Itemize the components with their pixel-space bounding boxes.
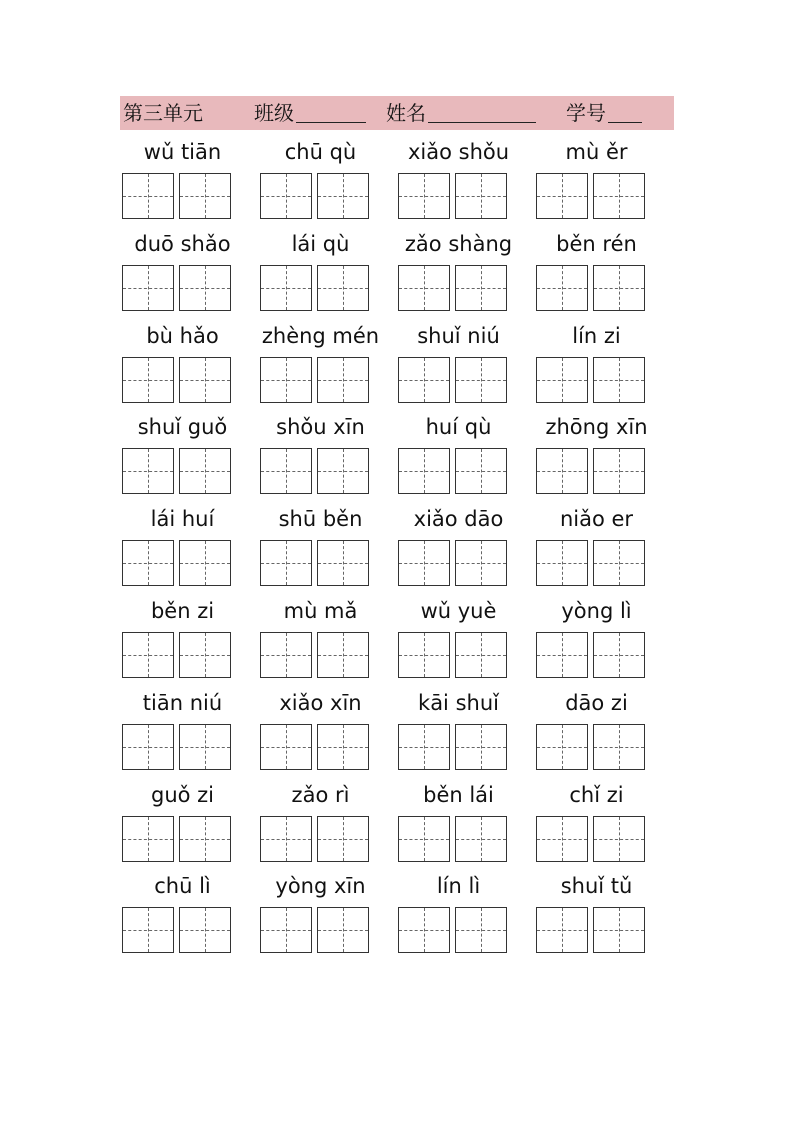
tianzige-box[interactable]: [260, 173, 312, 219]
word-item: [258, 778, 383, 870]
exercise-row: [120, 410, 680, 502]
pinyin-label: běn rén: [556, 231, 637, 256]
guide-line-horizontal: [261, 196, 311, 197]
character-boxes: [398, 540, 510, 586]
tianzige-box[interactable]: [122, 448, 174, 494]
guide-line-horizontal: [399, 655, 449, 656]
character-boxes: [398, 816, 510, 862]
guide-line-horizontal: [594, 655, 644, 656]
tianzige-box[interactable]: [536, 265, 588, 311]
character-boxes: [260, 632, 372, 678]
pinyin-label: wǔ tiān: [143, 140, 222, 164]
tianzige-box[interactable]: [536, 632, 588, 678]
tianzige-box[interactable]: [593, 173, 645, 219]
guide-line-horizontal: [318, 747, 368, 748]
pinyin-label: bù hǎo: [146, 323, 219, 348]
pinyin-label: zhèng mén: [261, 323, 380, 348]
pinyin-label: yòng lì: [561, 598, 632, 623]
guide-line-horizontal: [594, 747, 644, 748]
guide-line-horizontal: [180, 471, 230, 472]
worksheet-header: [120, 96, 674, 130]
word-item: [258, 502, 383, 594]
guide-line-horizontal: [399, 747, 449, 748]
tianzige-box[interactable]: [593, 816, 645, 862]
tianzige-box[interactable]: [317, 448, 369, 494]
tianzige-box[interactable]: [122, 724, 174, 770]
guide-line-horizontal: [399, 380, 449, 381]
tianzige-box[interactable]: [122, 816, 174, 862]
tianzige-box[interactable]: [398, 816, 450, 862]
tianzige-box[interactable]: [398, 173, 450, 219]
pinyin-label: chǐ zi: [569, 782, 624, 807]
pinyin-label: shuǐ guǒ: [137, 415, 228, 440]
pinyin-label: duō shǎo: [134, 231, 231, 256]
tianzige-box[interactable]: [179, 357, 231, 403]
pinyin-label: běn zi: [150, 598, 215, 623]
name-field: [386, 96, 536, 130]
guide-line-horizontal: [123, 930, 173, 931]
number-blank[interactable]: [608, 100, 642, 123]
character-boxes: [122, 357, 234, 403]
word-item: [396, 319, 521, 411]
guide-line-horizontal: [180, 563, 230, 564]
guide-line-horizontal: [456, 563, 506, 564]
guide-line-horizontal: [456, 747, 506, 748]
tianzige-box[interactable]: [455, 907, 507, 953]
guide-line-horizontal: [399, 196, 449, 197]
tianzige-box[interactable]: [455, 632, 507, 678]
tianzige-box[interactable]: [179, 632, 231, 678]
character-boxes: [260, 540, 372, 586]
guide-line-horizontal: [594, 196, 644, 197]
pinyin-label: zǎo shàng: [404, 231, 513, 256]
word-item: [396, 502, 521, 594]
character-boxes: [260, 816, 372, 862]
tianzige-box[interactable]: [536, 816, 588, 862]
guide-line-horizontal: [594, 471, 644, 472]
character-boxes: [122, 540, 234, 586]
character-boxes: [536, 265, 648, 311]
guide-line-horizontal: [180, 196, 230, 197]
word-item: [534, 410, 659, 502]
tianzige-box[interactable]: [455, 540, 507, 586]
tianzige-box[interactable]: [260, 448, 312, 494]
tianzige-box[interactable]: [122, 357, 174, 403]
tianzige-box[interactable]: [455, 357, 507, 403]
exercise-row: [120, 227, 680, 319]
guide-line-horizontal: [180, 288, 230, 289]
pinyin-label: xiǎo xīn: [279, 690, 362, 715]
word-item: [396, 869, 521, 961]
pinyin-label: niǎo er: [559, 507, 634, 532]
word-item: [534, 502, 659, 594]
guide-line-horizontal: [537, 839, 587, 840]
word-item: [534, 686, 659, 778]
guide-line-horizontal: [261, 380, 311, 381]
character-boxes: [398, 173, 510, 219]
pinyin-label: zhōng xīn: [545, 415, 648, 440]
guide-line-horizontal: [123, 288, 173, 289]
tianzige-box[interactable]: [593, 357, 645, 403]
guide-line-horizontal: [318, 471, 368, 472]
guide-line-horizontal: [261, 563, 311, 564]
character-boxes: [122, 816, 234, 862]
word-item: [534, 869, 659, 961]
tianzige-box[interactable]: [455, 448, 507, 494]
guide-line-horizontal: [594, 288, 644, 289]
tianzige-box[interactable]: [317, 632, 369, 678]
character-boxes: [398, 357, 510, 403]
word-item: [120, 319, 245, 411]
number-field: [566, 96, 642, 130]
guide-line-horizontal: [399, 471, 449, 472]
pinyin-label: huí qù: [425, 415, 492, 440]
character-boxes: [260, 724, 372, 770]
word-item: [396, 594, 521, 686]
character-boxes: [398, 632, 510, 678]
tianzige-box[interactable]: [260, 816, 312, 862]
tianzige-box[interactable]: [593, 724, 645, 770]
word-item: [534, 778, 659, 870]
character-boxes: [260, 357, 372, 403]
tianzige-box[interactable]: [122, 173, 174, 219]
character-boxes: [398, 724, 510, 770]
guide-line-horizontal: [456, 839, 506, 840]
guide-line-horizontal: [537, 930, 587, 931]
number-label: 学号: [566, 101, 606, 125]
exercise-row: [120, 869, 680, 961]
tianzige-box[interactable]: [317, 540, 369, 586]
pinyin-label: xiǎo dāo: [413, 507, 504, 532]
word-item: [120, 778, 245, 870]
guide-line-horizontal: [261, 655, 311, 656]
guide-line-horizontal: [594, 563, 644, 564]
word-item: [258, 594, 383, 686]
exercise-row: [120, 502, 680, 594]
pinyin-label: dāo zi: [565, 690, 628, 715]
tianzige-box[interactable]: [593, 265, 645, 311]
tianzige-box[interactable]: [455, 265, 507, 311]
tianzige-box[interactable]: [179, 540, 231, 586]
tianzige-box[interactable]: [122, 540, 174, 586]
pinyin-label: shū běn: [278, 507, 363, 532]
word-item: [534, 319, 659, 411]
guide-line-horizontal: [456, 471, 506, 472]
name-blank[interactable]: [428, 100, 536, 123]
tianzige-box[interactable]: [317, 357, 369, 403]
pinyin-label: zǎo rì: [291, 782, 350, 807]
tianzige-box[interactable]: [398, 448, 450, 494]
character-boxes: [122, 724, 234, 770]
pinyin-label: chū lì: [154, 874, 211, 899]
character-boxes: [398, 907, 510, 953]
guide-line-horizontal: [456, 288, 506, 289]
word-item: [120, 227, 245, 319]
word-item: [120, 594, 245, 686]
tianzige-box[interactable]: [398, 632, 450, 678]
guide-line-horizontal: [456, 930, 506, 931]
exercise-row: [120, 135, 680, 227]
guide-line-horizontal: [180, 380, 230, 381]
pinyin-label: shǒu xīn: [276, 415, 365, 440]
character-boxes: [536, 448, 648, 494]
character-boxes: [536, 816, 648, 862]
pinyin-label: xiǎo shǒu: [407, 140, 510, 164]
character-boxes: [260, 173, 372, 219]
tianzige-box[interactable]: [398, 907, 450, 953]
character-boxes: [260, 265, 372, 311]
guide-line-horizontal: [537, 563, 587, 564]
pinyin-label: kāi shuǐ: [418, 690, 499, 715]
word-item: [258, 869, 383, 961]
guide-line-horizontal: [180, 655, 230, 656]
guide-line-horizontal: [537, 747, 587, 748]
word-item: [258, 686, 383, 778]
guide-line-horizontal: [123, 839, 173, 840]
guide-line-horizontal: [318, 930, 368, 931]
character-boxes: [536, 907, 648, 953]
guide-line-horizontal: [123, 563, 173, 564]
tianzige-box[interactable]: [317, 907, 369, 953]
guide-line-horizontal: [123, 655, 173, 656]
character-boxes: [536, 173, 648, 219]
tianzige-box[interactable]: [260, 724, 312, 770]
word-item: [258, 410, 383, 502]
guide-line-horizontal: [318, 839, 368, 840]
pinyin-label: lái qù: [291, 231, 350, 256]
guide-line-horizontal: [537, 471, 587, 472]
tianzige-box[interactable]: [536, 357, 588, 403]
character-boxes: [122, 632, 234, 678]
tianzige-box[interactable]: [260, 265, 312, 311]
word-item: [396, 686, 521, 778]
character-boxes: [122, 907, 234, 953]
character-boxes: [398, 448, 510, 494]
pinyin-label: mù ěr: [565, 140, 628, 164]
guide-line-horizontal: [399, 839, 449, 840]
guide-line-horizontal: [123, 471, 173, 472]
guide-line-horizontal: [456, 380, 506, 381]
tianzige-box[interactable]: [260, 632, 312, 678]
guide-line-horizontal: [594, 839, 644, 840]
word-item: [120, 502, 245, 594]
exercise-row: [120, 319, 680, 411]
character-boxes: [122, 173, 234, 219]
tianzige-box[interactable]: [179, 173, 231, 219]
guide-line-horizontal: [537, 655, 587, 656]
pinyin-exercise-grid: [120, 135, 680, 961]
tianzige-box[interactable]: [398, 265, 450, 311]
character-boxes: [536, 724, 648, 770]
guide-line-horizontal: [399, 563, 449, 564]
character-boxes: [260, 448, 372, 494]
pinyin-label: shuǐ tǔ: [560, 874, 633, 899]
guide-line-horizontal: [318, 288, 368, 289]
tianzige-box[interactable]: [398, 357, 450, 403]
guide-line-horizontal: [318, 563, 368, 564]
pinyin-label: běn lái: [423, 782, 494, 807]
tianzige-box[interactable]: [260, 357, 312, 403]
tianzige-box[interactable]: [593, 907, 645, 953]
tianzige-box[interactable]: [398, 540, 450, 586]
guide-line-horizontal: [594, 380, 644, 381]
guide-line-horizontal: [180, 747, 230, 748]
word-item: [258, 135, 383, 227]
exercise-row: [120, 778, 680, 870]
guide-line-horizontal: [537, 380, 587, 381]
guide-line-horizontal: [318, 655, 368, 656]
word-item: [120, 135, 245, 227]
guide-line-horizontal: [261, 839, 311, 840]
tianzige-box[interactable]: [317, 265, 369, 311]
pinyin-label: lín lì: [436, 874, 481, 899]
word-item: [120, 410, 245, 502]
pinyin-label: tiān niú: [142, 690, 223, 715]
word-item: [396, 778, 521, 870]
guide-line-horizontal: [123, 196, 173, 197]
class-blank[interactable]: [296, 100, 366, 123]
tianzige-box[interactable]: [536, 173, 588, 219]
guide-line-horizontal: [399, 288, 449, 289]
pinyin-label: wǔ yuè: [420, 598, 497, 623]
word-item: [534, 227, 659, 319]
word-item: [120, 686, 245, 778]
tianzige-box[interactable]: [593, 448, 645, 494]
tianzige-box[interactable]: [593, 632, 645, 678]
unit-title: 第三单元: [123, 101, 203, 125]
character-boxes: [536, 357, 648, 403]
pinyin-label: lín zi: [572, 323, 621, 348]
name-label: 姓名: [386, 101, 426, 125]
character-boxes: [398, 265, 510, 311]
tianzige-box[interactable]: [536, 448, 588, 494]
guide-line-horizontal: [318, 380, 368, 381]
tianzige-box[interactable]: [317, 724, 369, 770]
tianzige-box[interactable]: [455, 173, 507, 219]
character-boxes: [122, 265, 234, 311]
guide-line-horizontal: [537, 288, 587, 289]
guide-line-horizontal: [456, 655, 506, 656]
guide-line-horizontal: [123, 380, 173, 381]
pinyin-label: mù mǎ: [283, 598, 358, 623]
tianzige-box[interactable]: [179, 724, 231, 770]
guide-line-horizontal: [537, 196, 587, 197]
tianzige-box[interactable]: [179, 816, 231, 862]
tianzige-box[interactable]: [455, 816, 507, 862]
tianzige-box[interactable]: [398, 724, 450, 770]
guide-line-horizontal: [456, 196, 506, 197]
tianzige-box[interactable]: [317, 173, 369, 219]
tianzige-box[interactable]: [179, 907, 231, 953]
character-boxes: [536, 540, 648, 586]
guide-line-horizontal: [261, 471, 311, 472]
tianzige-box[interactable]: [593, 540, 645, 586]
class-label: 班级: [254, 101, 294, 125]
guide-line-horizontal: [261, 288, 311, 289]
pinyin-label: chū qù: [284, 140, 357, 164]
guide-line-horizontal: [399, 930, 449, 931]
class-field: [254, 96, 366, 130]
guide-line-horizontal: [180, 839, 230, 840]
pinyin-label: lái huí: [150, 507, 215, 532]
guide-line-horizontal: [318, 196, 368, 197]
guide-line-horizontal: [594, 930, 644, 931]
pinyin-label: yòng xīn: [275, 874, 366, 899]
word-item: [534, 135, 659, 227]
word-item: [534, 594, 659, 686]
tianzige-box[interactable]: [179, 448, 231, 494]
word-item: [396, 227, 521, 319]
character-boxes: [536, 632, 648, 678]
word-item: [396, 135, 521, 227]
guide-line-horizontal: [261, 930, 311, 931]
guide-line-horizontal: [261, 747, 311, 748]
tianzige-box[interactable]: [179, 265, 231, 311]
exercise-row: [120, 594, 680, 686]
pinyin-label: guǒ zi: [150, 782, 215, 807]
character-boxes: [260, 907, 372, 953]
tianzige-box[interactable]: [455, 724, 507, 770]
word-item: [120, 869, 245, 961]
tianzige-box[interactable]: [122, 907, 174, 953]
tianzige-box[interactable]: [536, 724, 588, 770]
tianzige-box[interactable]: [122, 632, 174, 678]
guide-line-horizontal: [123, 747, 173, 748]
word-item: [258, 319, 383, 411]
tianzige-box[interactable]: [122, 265, 174, 311]
tianzige-box[interactable]: [536, 540, 588, 586]
word-item: [258, 227, 383, 319]
tianzige-box[interactable]: [260, 907, 312, 953]
tianzige-box[interactable]: [260, 540, 312, 586]
character-boxes: [122, 448, 234, 494]
pinyin-label: shuǐ niú: [417, 323, 500, 348]
exercise-row: [120, 686, 680, 778]
word-item: [396, 410, 521, 502]
tianzige-box[interactable]: [317, 816, 369, 862]
tianzige-box[interactable]: [536, 907, 588, 953]
guide-line-horizontal: [180, 930, 230, 931]
